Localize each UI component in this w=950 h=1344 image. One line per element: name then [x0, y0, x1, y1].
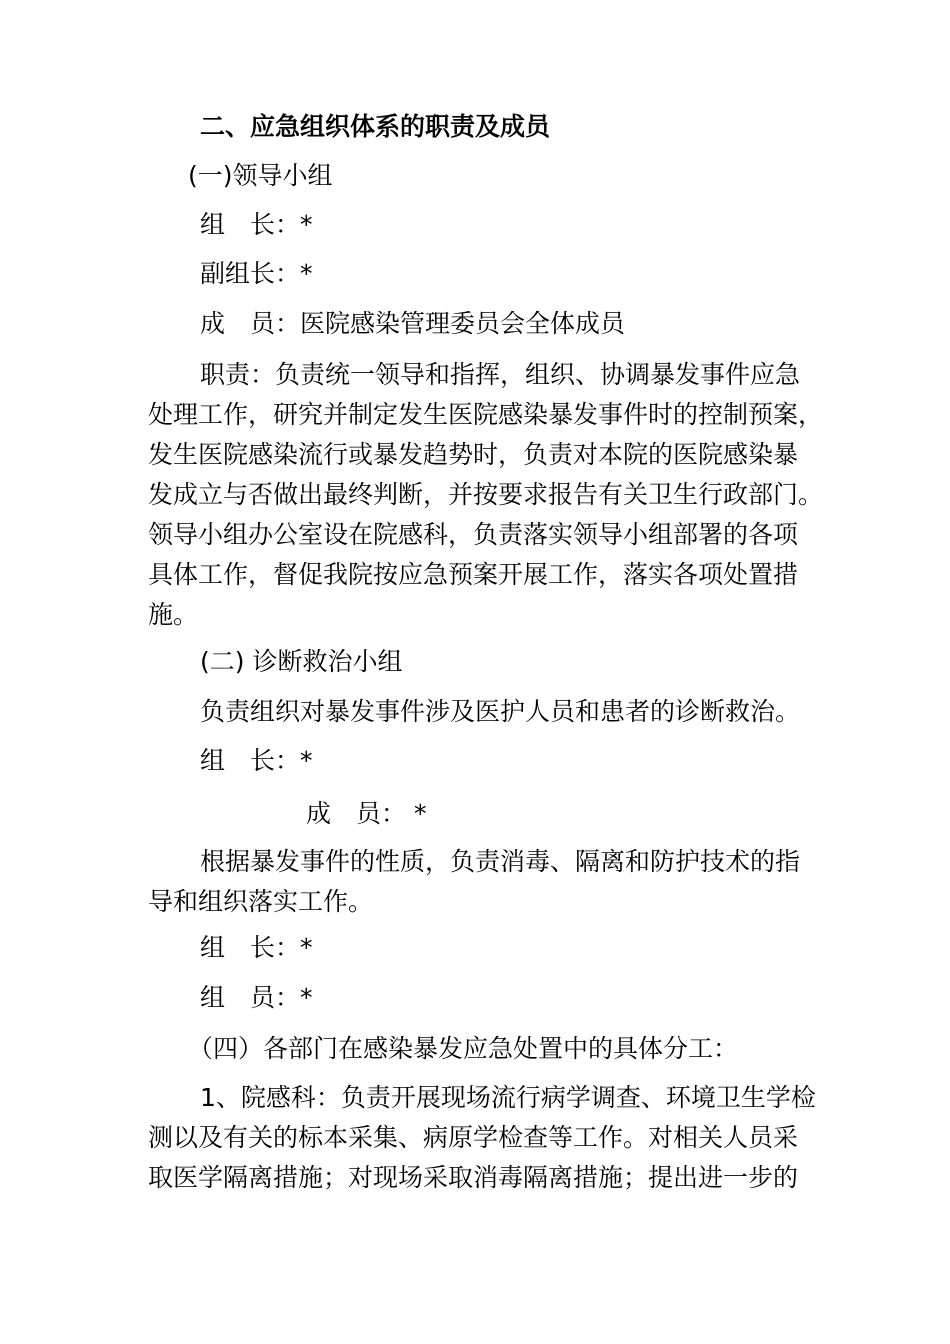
diagnosis-members: 成 员： * [306, 799, 427, 828]
item1-line: 测以及有关的标本采集、病原学检查等工作。对相关人员采 [148, 1123, 799, 1152]
duties-line: 处理工作，研究并制定发生医院感染暴发事件时的控制预案， [148, 400, 824, 429]
duties-line: 职责：负责统一领导和指挥，组织、协调暴发事件应急 [200, 360, 801, 389]
item1-line: 1、院感科：负责开展现场流行病学调查、环境卫生学检 [200, 1083, 816, 1112]
department-item-1 [148, 1078, 820, 1198]
disinfection-duty-line: 导和组织落实工作。 [148, 887, 374, 916]
diagnosis-leader: 组 长：* [200, 746, 313, 775]
leadership-deputy-leader: 副组长：* [200, 259, 313, 288]
disinfection-members: 组 员：* [200, 983, 313, 1012]
leadership-duties [148, 355, 824, 635]
disinfection-duty-line: 根据暴发事件的性质，负责消毒、隔离和防护技术的指 [200, 847, 801, 876]
disinfection-duty [148, 842, 820, 922]
diagnosis-group-duty: 负责组织对暴发事件涉及医护人员和患者的诊断救治。 [200, 697, 801, 726]
duties-line: 发成立与否做出最终判断，并按要求报告有关卫生行政部门。 [148, 480, 824, 509]
leadership-leader: 组 长：* [200, 210, 313, 239]
leadership-group-title: (一)领导小组 [188, 161, 333, 190]
duties-line: 发生医院感染流行或暴发趋势时，负责对本院的医院感染暴 [148, 440, 799, 469]
duties-line: 具体工作，督促我院按应急预案开展工作，落实各项处置措 [148, 560, 799, 589]
duties-line: 施。 [148, 600, 199, 629]
diagnosis-group-title: (二) 诊断救治小组 [200, 647, 403, 676]
disinfection-leader: 组 长：* [200, 933, 313, 962]
section-title: 二、应急组织体系的职责及成员 [200, 112, 551, 141]
department-division-title: （四）各部门在感染暴发应急处置中的具体分工： [188, 1034, 739, 1063]
duties-line: 领导小组办公室设在院感科，负责落实领导小组部署的各项 [148, 520, 799, 549]
leadership-members: 成 员：医院感染管理委员会全体成员 [200, 309, 626, 338]
item1-line: 取医学隔离措施；对现场采取消毒隔离措施；提出进一步的 [148, 1163, 799, 1192]
